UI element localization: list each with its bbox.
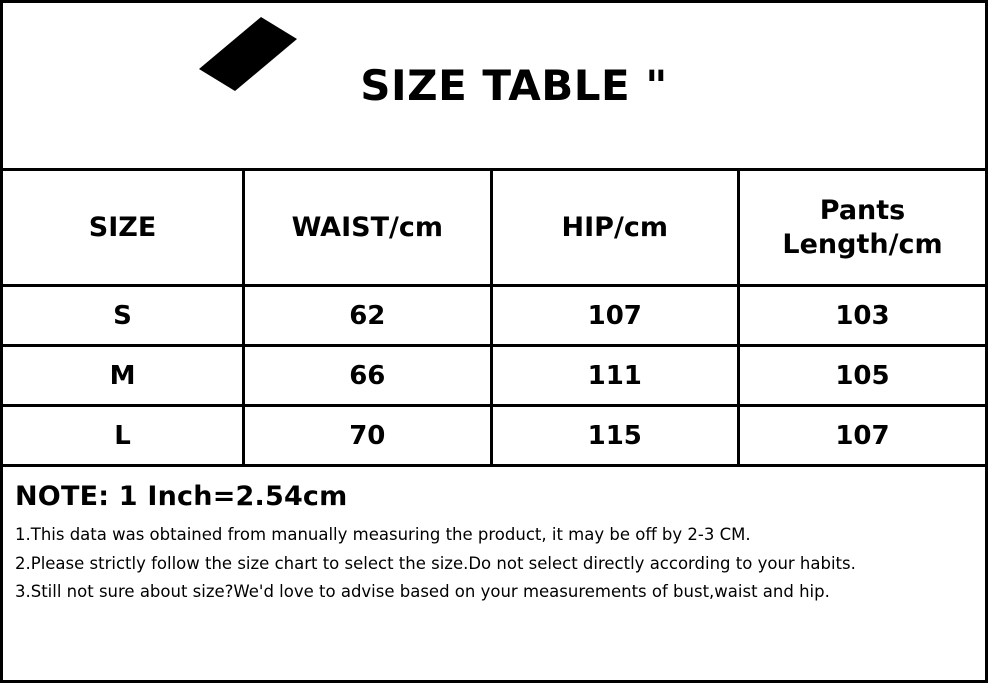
table-row	[3, 346, 985, 406]
cell-size: L	[3, 406, 244, 466]
column-header-pants-length-line1: Pants	[819, 194, 906, 226]
note-line-2: 2.Please strictly follow the size chart to select the size.Do not select directly according to your habits.	[15, 553, 856, 573]
page-title: SIZE TABLE "	[360, 61, 668, 110]
column-header-pants-length	[738, 171, 985, 286]
cell-waist: 66	[244, 346, 491, 406]
cell-hip: 107	[491, 286, 738, 346]
column-header-pants-length-line2: Length/cm	[782, 228, 943, 260]
card-header	[3, 3, 985, 171]
column-header-hip-line1: HIP/cm	[561, 211, 668, 243]
table-row	[3, 286, 985, 346]
column-header-waist	[244, 171, 491, 286]
cell-pants-length: 103	[738, 286, 985, 346]
cell-pants-length: 107	[738, 406, 985, 466]
cell-hip: 111	[491, 346, 738, 406]
column-header-hip	[491, 171, 738, 286]
column-header-size	[3, 171, 244, 286]
cell-waist: 62	[244, 286, 491, 346]
cell-size: M	[3, 346, 244, 406]
note-line-3: 3.Still not sure about size?We'd love to advise based on your measurements of bust,waist and hip.	[15, 582, 830, 602]
column-header-size-line1: SIZE	[88, 211, 157, 243]
note-line-1: 1.This data was obtained from manually measuring the product, it may be off by 2-3 CM.	[15, 525, 751, 544]
notes-title: NOTE: 1 Inch=2.54cm	[15, 481, 348, 512]
cell-pants-length: 105	[738, 346, 985, 406]
cell-hip: 115	[491, 406, 738, 466]
table-row	[3, 406, 985, 466]
cell-size: S	[3, 286, 244, 346]
diagonal-slash-icon	[199, 17, 297, 91]
table-header-row	[3, 171, 985, 286]
notes-section	[3, 467, 985, 605]
size-chart-table	[3, 171, 985, 467]
column-header-waist-line1: WAIST/cm	[291, 211, 443, 243]
cell-waist: 70	[244, 406, 491, 466]
